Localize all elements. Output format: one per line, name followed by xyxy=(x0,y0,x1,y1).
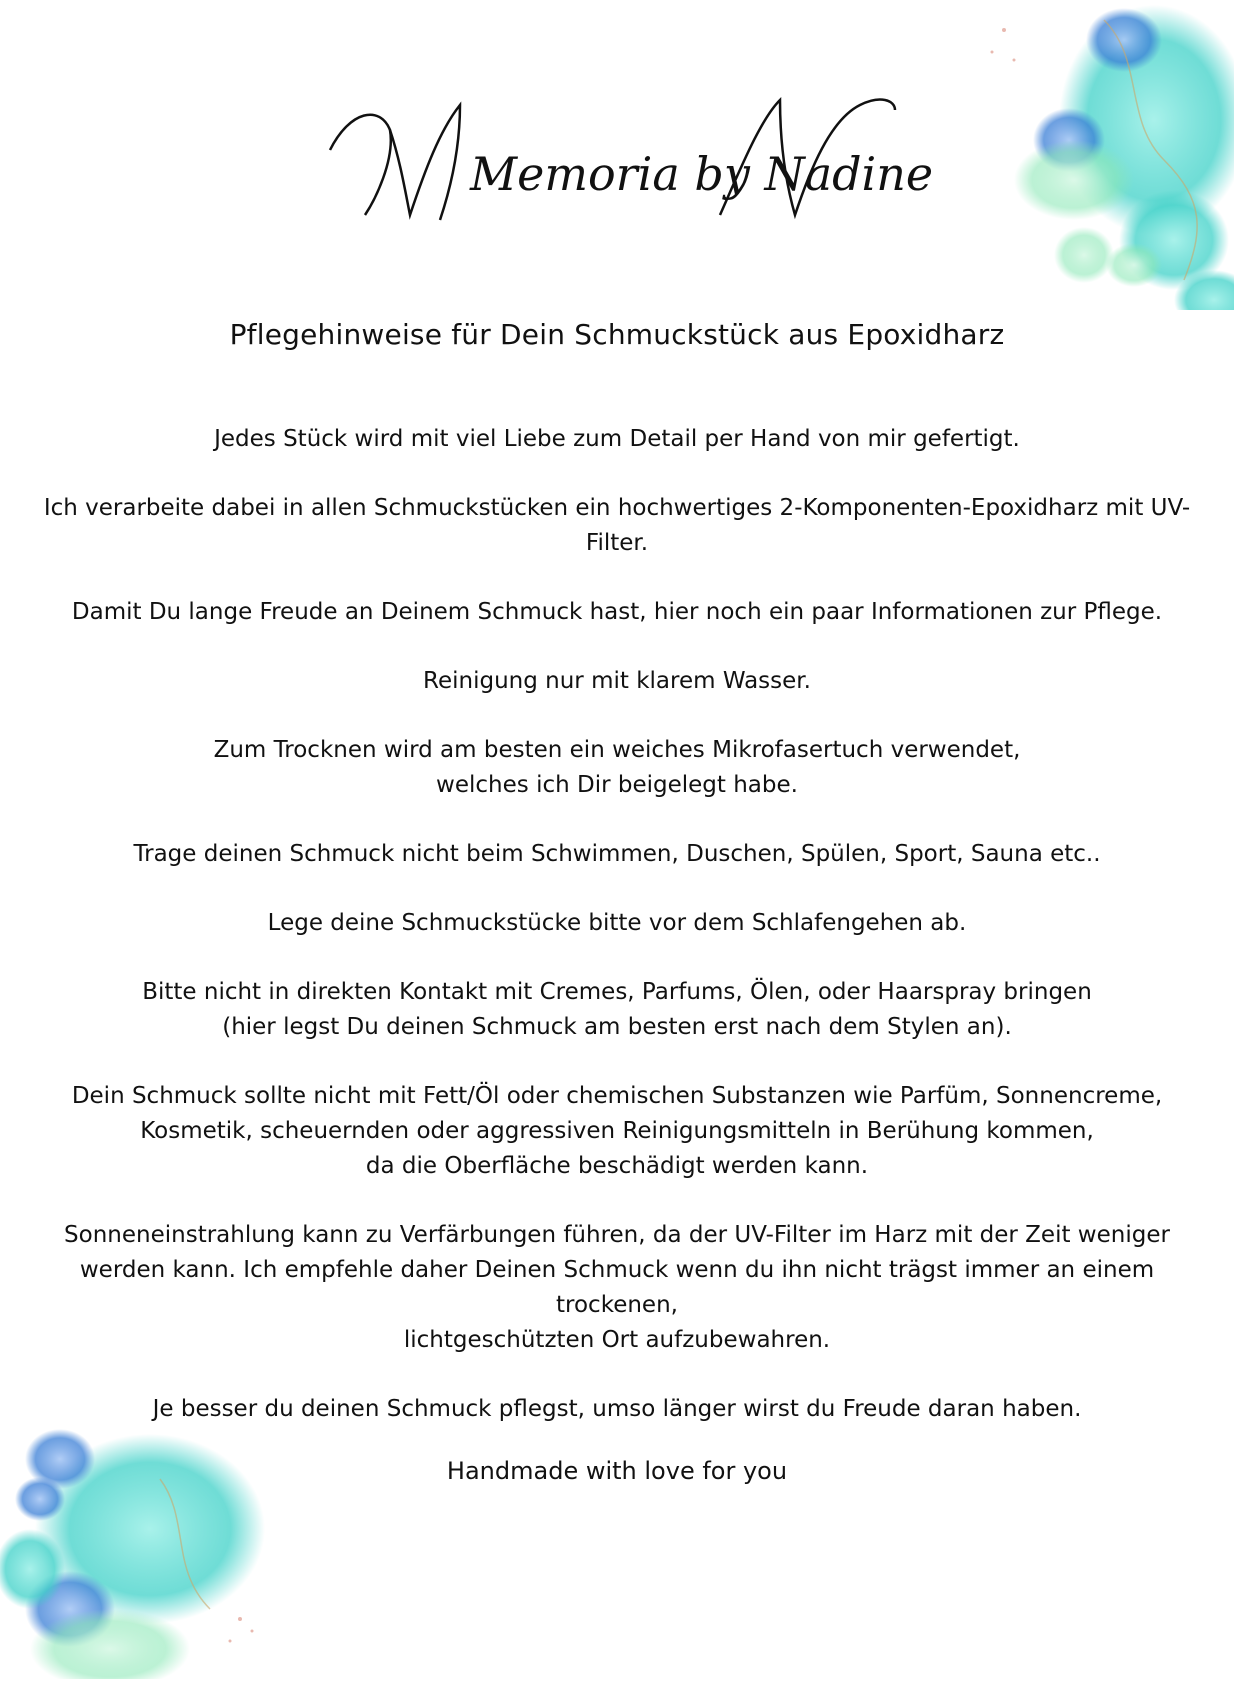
brand-logo xyxy=(320,90,934,240)
instruction-line: (hier legst Du deinen Schmuck am besten erst nach dem Stylen an). xyxy=(222,1014,1012,1040)
instruction-line: Bitte nicht in direkten Kontakt mit Cremes, Parfums, Ölen, oder Haarspray bringen xyxy=(142,979,1092,1005)
instruction-line: lichtgeschützten Ort aufzubewahren. xyxy=(403,1327,831,1353)
instruction-line: Lege deine Schmuckstücke bitte vor dem Schlafengehen ab. xyxy=(267,910,967,936)
instruction-paragraph xyxy=(40,491,1194,561)
brand-logo-text: Memoria by Nadine xyxy=(470,147,934,201)
watercolor-decoration-top xyxy=(974,0,1234,310)
instruction-paragraph xyxy=(40,422,1194,457)
closing-line: Handmade with love for you xyxy=(446,1457,788,1485)
instruction-line: Dein Schmuck sollte nicht mit Fett/Öl oder chemischen Substanzen wie Parfüm, Sonnencreme, xyxy=(71,1083,1163,1109)
instruction-paragraph xyxy=(40,1218,1194,1358)
instruction-line: Filter. xyxy=(585,530,649,556)
instruction-line: Zum Trocknen wird am besten ein weiches Mikrofasertuch verwendet, xyxy=(213,737,1021,763)
instruction-line: da die Oberfläche beschädigt werden kann. xyxy=(365,1153,869,1179)
instruction-line: werden kann. Ich empfehle daher Deinen Schmuck wenn du ihn nicht trägst immer an einem trockenen, xyxy=(79,1257,1155,1318)
instruction-line: welches ich Dir beigelegt habe. xyxy=(436,772,798,798)
page-title: Pflegehinweise für Dein Schmuckstück aus Epoxidharz xyxy=(229,318,1005,351)
instruction-line: Sonneneinstrahlung kann zu Verfärbungen führen, da der UV-Filter im Harz mit der Zeit weniger xyxy=(64,1222,1170,1248)
instruction-line: Je besser du deinen Schmuck pflegst, umso länger wirst du Freude daran haben. xyxy=(152,1396,1082,1422)
instruction-paragraph xyxy=(40,1392,1194,1427)
instruction-paragraph xyxy=(40,1079,1194,1184)
instruction-paragraph xyxy=(40,837,1194,872)
instruction-paragraph xyxy=(40,975,1194,1045)
care-instructions xyxy=(40,422,1194,1461)
instruction-line: Trage deinen Schmuck nicht beim Schwimmen, Duschen, Spülen, Sport, Sauna etc.. xyxy=(133,841,1101,867)
instruction-line: Ich verarbeite dabei in allen Schmuckstücken ein hochwertiges 2-Komponenten-Epoxidharz mit UV- xyxy=(43,495,1191,521)
instruction-paragraph xyxy=(40,664,1194,699)
instruction-line: Reinigung nur mit klarem Wasser. xyxy=(423,668,811,694)
instruction-paragraph xyxy=(40,906,1194,941)
instruction-paragraph xyxy=(40,595,1194,630)
instruction-line: Kosmetik, scheuernden oder aggressiven Reinigungsmitteln in Berühung kommen, xyxy=(140,1118,1094,1144)
instruction-paragraph xyxy=(40,733,1194,803)
instruction-line: Damit Du lange Freude an Deinem Schmuck hast, hier noch ein paar Informationen zur Pflege. xyxy=(71,599,1163,625)
instruction-line: Jedes Stück wird mit viel Liebe zum Detail per Hand von mir gefertigt. xyxy=(214,426,1020,452)
